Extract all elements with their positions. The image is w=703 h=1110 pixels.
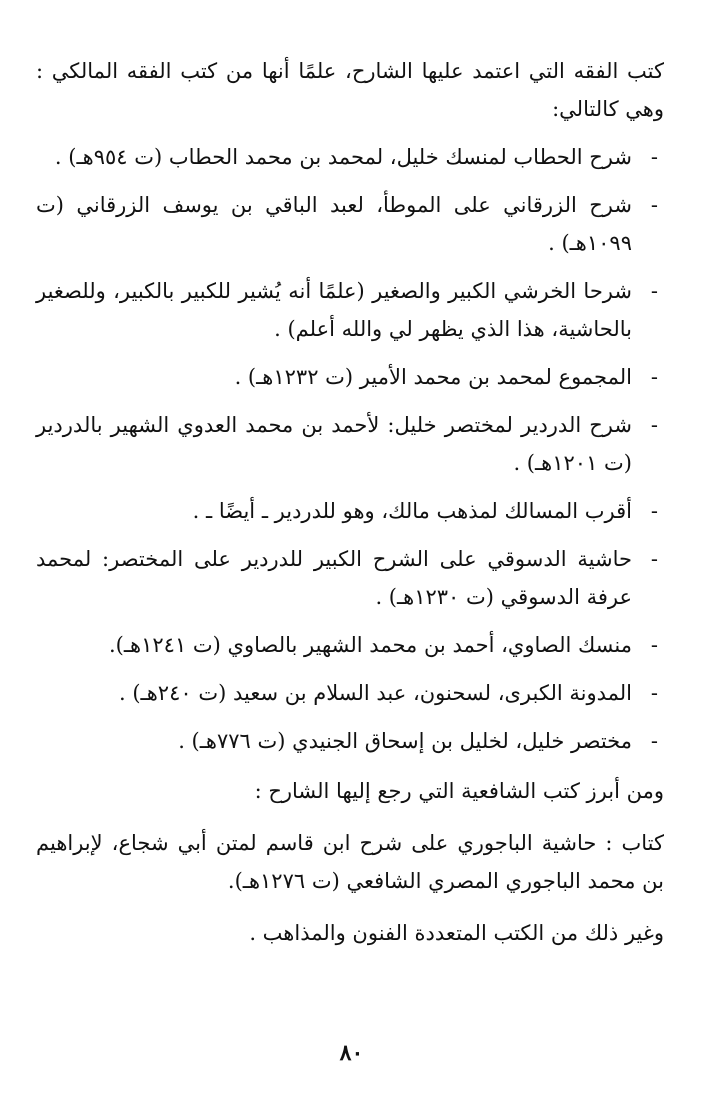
list-item [36,186,664,262]
dash-bullet: - [650,145,658,169]
list-item [36,674,664,712]
list-item [36,626,664,664]
list-item-text: أقرب المسالك لمذهب مالك، وهو للدردير ـ أيضًا ـ . [192,499,632,523]
list-item-text: شرح الدردير لمختصر خليل: لأحمد بن محمد العدوي الشهير بالدردير (ت ١٢٠١هـ) . [36,413,632,475]
shafii-intro-paragraph: ومن أبرز كتب الشافعية التي رجع إليها الشارح : [254,779,664,803]
list-item [36,358,664,396]
dash-bullet: - [650,633,658,657]
list-item-text: شرح الحطاب لمنسك خليل، لمحمد بن محمد الحطاب (ت ٩٥٤هـ) . [54,145,632,169]
shafii-book-paragraph: كتاب : حاشية الباجوري على شرح ابن قاسم لمتن أبي شجاع، لإبراهيم بن محمد الباجوري المصري الشافعي (ت ١٢٧٦هـ). [36,831,664,893]
dash-bullet: - [650,413,658,437]
intro-paragraph: كتب الفقه التي اعتمد عليها الشارح، علمًا أنها من كتب الفقه المالكي : وهي كالتالي: [36,59,664,121]
page-number: ٨٠ [339,1040,364,1066]
dash-bullet: - [650,499,658,523]
list-item [36,492,664,530]
dash-bullet: - [650,365,658,389]
dash-bullet: - [650,193,658,217]
dash-bullet: - [650,729,658,753]
list-item-text: شرح الزرقاني على الموطأ، لعبد الباقي بن يوسف الزرقاني (ت ١٠٩٩هـ) . [36,193,632,255]
closing-paragraph: وغير ذلك من الكتب المتعددة الفنون والمذاهب . [249,921,664,945]
dash-bullet: - [650,681,658,705]
list-item-text: مختصر خليل، لخليل بن إسحاق الجنيدي (ت ٧٧٦هـ) . [178,729,632,753]
list-item-text: المجموع لمحمد بن محمد الأمير (ت ١٢٣٢هـ) . [234,365,632,389]
list-item [36,138,664,176]
list-item-text: شرحا الخرشي الكبير والصغير (علمًا أنه يُشير للكبير بالكبير، وللصغير بالحاشية، هذا الذي يظهر لي والله أعلم) . [36,279,632,341]
list-item [36,406,664,482]
list-item [36,272,664,348]
dash-bullet: - [650,279,658,303]
list-item [36,540,664,616]
list-item-text: حاشية الدسوقي على الشرح الكبير للدردير على المختصر: لمحمد عرفة الدسوقي (ت ١٢٣٠هـ) . [36,547,632,609]
list-item-text: منسك الصاوي، أحمد بن محمد الشهير بالصاوي (ت ١٢٤١هـ). [109,633,632,657]
list-item [36,722,664,760]
list-item-text: المدونة الكبرى، لسحنون، عبد السلام بن سعيد (ت ٢٤٠هـ) . [119,681,632,705]
dash-bullet: - [650,547,658,571]
page-body [36,52,664,966]
maliki-books-list [36,138,664,760]
